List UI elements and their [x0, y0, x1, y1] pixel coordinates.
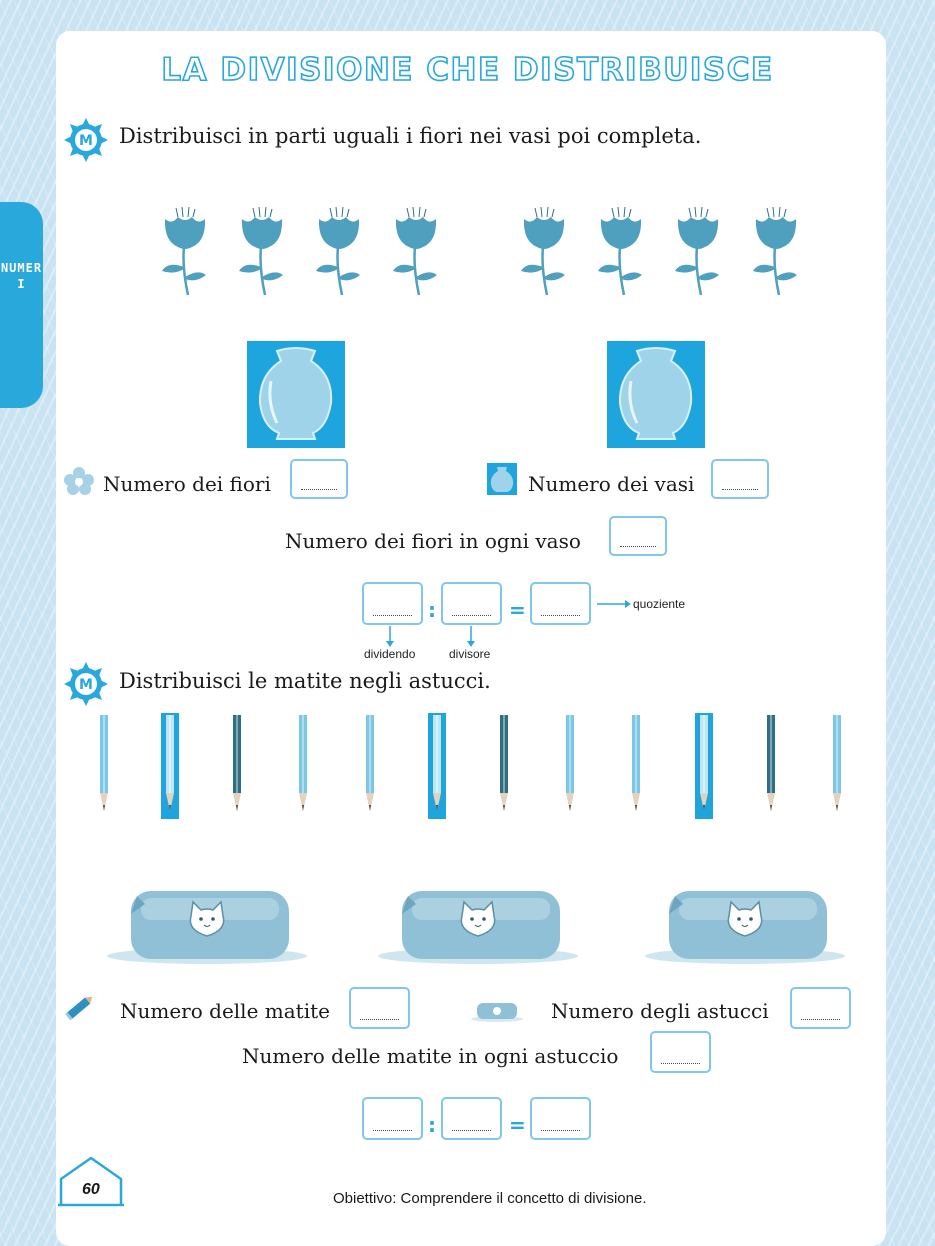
arrow-down-icon [385, 626, 395, 648]
answer-box-flowers[interactable] [290, 459, 348, 499]
pencil-icon [228, 713, 246, 819]
pencil-icon [428, 713, 446, 819]
pencil-case-icon [645, 886, 845, 966]
arrow-down-icon [466, 626, 476, 648]
divide-operator: : [428, 598, 436, 622]
exercise2-instruction: Distribuisci le matite negli astucci. [119, 669, 491, 693]
pencil-icon [95, 713, 113, 819]
page-number: 60 [82, 1181, 100, 1198]
quotient-label: quoziente [633, 597, 686, 611]
label-pencils: Numero delle matite [120, 999, 330, 1023]
svg-text:M: M [79, 677, 93, 693]
exercise1-instruction: Distribuisci in parti uguali i fiori nei vasi poi completa. [119, 124, 702, 148]
label-cases: Numero degli astucci [551, 999, 769, 1023]
footer-objective: Obiettivo: Comprendere il concetto di divisione. [333, 1190, 647, 1207]
divisor-box[interactable] [441, 1097, 502, 1140]
vase-icon [247, 341, 345, 448]
svg-text:M: M [79, 133, 93, 149]
dividend-label: dividendo [364, 647, 416, 661]
pencil-icon [762, 713, 780, 819]
pencil-small-icon [64, 993, 96, 1021]
flower-icon [160, 205, 210, 297]
flower-small-icon [64, 467, 94, 495]
pencil-icon [561, 713, 579, 819]
label-flowers: Numero dei fiori [103, 472, 271, 496]
flower-icon [314, 205, 364, 297]
vase-icon [607, 341, 705, 448]
divisor-box[interactable] [441, 582, 502, 625]
answer-box-flowers-per-vase[interactable] [609, 516, 667, 556]
label-pencils-per-case: Numero delle matite in ogni astuccio [242, 1044, 619, 1068]
divisor-label: divisore [449, 647, 491, 661]
equals-operator: = [509, 598, 526, 622]
pencil-icon [161, 713, 179, 819]
flower-icon [237, 205, 287, 297]
divide-operator: : [428, 1113, 436, 1137]
case-small-icon [471, 1000, 523, 1022]
flower-icon [596, 205, 646, 297]
flower-icon [673, 205, 723, 297]
side-tab-label: NUMERI [0, 261, 43, 291]
flower-icon [751, 205, 801, 297]
quotient-box[interactable] [530, 582, 591, 625]
m-badge-icon [63, 117, 109, 163]
label-flowers-per-vase: Numero dei fiori in ogni vaso [285, 529, 581, 553]
pencil-icon [495, 713, 513, 819]
side-tab [0, 202, 43, 408]
pencil-icon [828, 713, 846, 819]
m-badge-icon [63, 661, 109, 707]
quotient-box[interactable] [530, 1097, 591, 1140]
answer-box-pencils-per-case[interactable] [650, 1031, 711, 1073]
pencil-case-icon [107, 886, 307, 966]
arrow-right-icon [597, 599, 631, 609]
dividend-box[interactable] [362, 1097, 423, 1140]
vase-small-icon [487, 463, 517, 495]
equals-operator: = [509, 1113, 526, 1137]
page-title: LA DIVISIONE CHE DISTRIBUISCE [161, 52, 774, 88]
pencil-icon [695, 713, 713, 819]
pencil-icon [361, 713, 379, 819]
answer-box-pencils[interactable] [349, 987, 410, 1029]
flower-icon [519, 205, 569, 297]
label-vases: Numero dei vasi [528, 472, 695, 496]
dividend-box[interactable] [362, 582, 423, 625]
answer-box-vases[interactable] [711, 459, 769, 499]
pencil-case-icon [378, 886, 578, 966]
pencil-icon [627, 713, 645, 819]
pencil-icon [294, 713, 312, 819]
flower-icon [391, 205, 441, 297]
answer-box-cases[interactable] [790, 987, 851, 1029]
